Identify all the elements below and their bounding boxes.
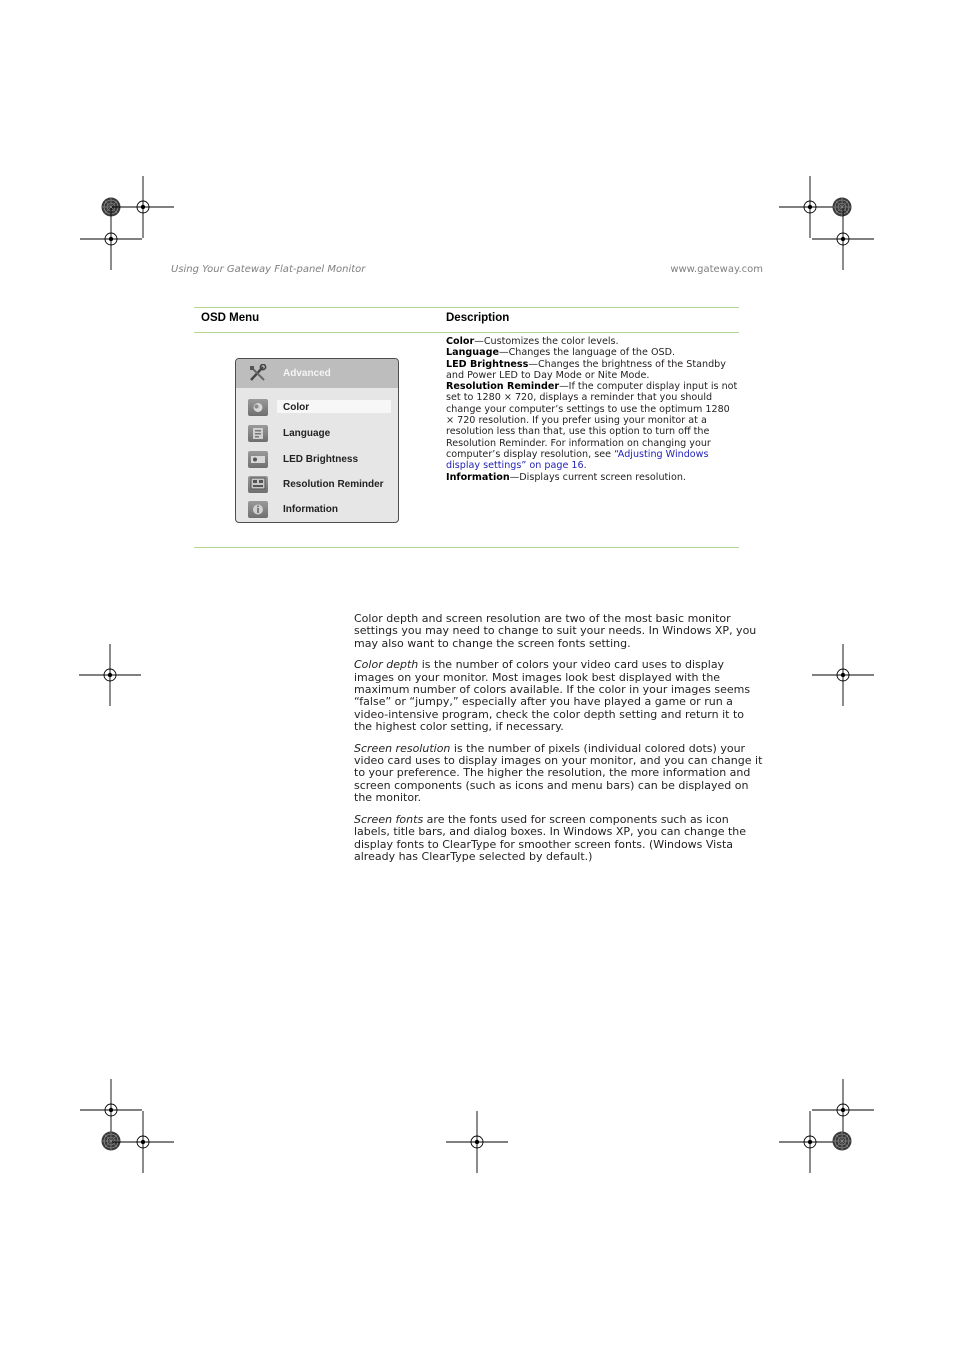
osd-item-label: Color	[283, 402, 310, 413]
body-paragraph-intro: Color depth and screen resolution are two of the most basic monitor settings you may need to change to suit your needs. In Windows XP, you may also want to change the screen fonts setting.	[354, 612, 757, 650]
term-information: Information	[446, 471, 510, 483]
term-resolution-reminder: Resolution Reminder	[446, 381, 560, 393]
definition-language: —Changes the language of the OSD.	[498, 347, 676, 359]
definition-color: —Customizes the color levels.	[474, 336, 619, 347]
registration-cross-mark	[446, 1111, 508, 1173]
definition-screen-resolution: is the number of pixels (individual colored dots) your video card uses to display images on your monitor, and you can change it to your preference. The higher the resolution, the more information and screen components (such as icons and menu bars) can be displayed on the monitor.	[354, 741, 763, 805]
term-led-brightness: LED Brightness	[446, 358, 529, 370]
column-header-description: Description	[446, 312, 510, 324]
cross-reference-link[interactable]: “Adjusting Windows display settings” on page 16	[446, 448, 709, 472]
osd-item-label: Resolution Reminder	[283, 479, 384, 490]
registration-cross-mark	[112, 1111, 174, 1173]
term-screen-resolution: Screen resolution	[354, 741, 451, 755]
definition-screen-fonts: are the fonts used for screen components such as icon labels, title bars, and dialog boxes. In Windows XP, you can change the display fonts to ClearType for smoother screen fonts. (Windows Vista already has ClearType selected by default.)	[354, 812, 747, 863]
registration-wheel-mark	[102, 1132, 121, 1151]
term-language: Language	[446, 347, 499, 359]
definition-color-depth: is the number of colors your video card uses to display images on your monitor. Most images look best displayed with the maximum number of colors available. If the color in your images seems “false” or “jumpy,” especially after you have played a game or run a video-intensive program, check the color depth setting and return it to the highest color setting, if necessary.	[354, 658, 751, 734]
registration-wheel-mark	[833, 198, 852, 217]
term-screen-fonts: Screen fonts	[354, 812, 424, 826]
column-header-osd-menu: OSD Menu	[201, 312, 260, 324]
running-header-title: Using Your Gateway Flat-panel Monitor	[171, 264, 366, 275]
osd-item-label: Information	[283, 504, 338, 515]
registration-cross-mark	[812, 208, 874, 270]
definition-led-brightness: —Changes the brightness of the Standby and Power LED to Day Mode or Nite Mode.	[446, 358, 726, 381]
running-header-url: www.gateway.com	[670, 264, 763, 275]
registration-cross-mark	[112, 176, 174, 238]
definition-resolution-reminder: —If the computer display input is not set to 1280 × 720, displays a reminder that you should change your computer’s settings to use the optimum 1280 × 720 resolution. If you prefer using your monitor at a resolution less than that, use this option to turn off the Resolution Reminder. For information on changing your computer’s display resolution, see	[446, 381, 738, 460]
registration-cross-mark	[80, 208, 142, 270]
osd-item-label: LED Brightness	[283, 454, 359, 465]
registration-wheel-mark	[833, 1132, 852, 1151]
term-color: Color	[446, 336, 475, 347]
osd-header-label: Advanced	[283, 368, 331, 379]
registration-cross-mark	[79, 644, 141, 706]
registration-cross-mark	[779, 1111, 841, 1173]
definition-end: .	[583, 460, 587, 472]
registration-cross-mark	[779, 176, 841, 238]
registration-cross-mark	[812, 644, 874, 706]
definition-information: —Displays current screen resolution.	[509, 471, 686, 483]
term-color-depth: Color depth	[354, 658, 419, 672]
osd-item-label: Language	[283, 428, 331, 439]
